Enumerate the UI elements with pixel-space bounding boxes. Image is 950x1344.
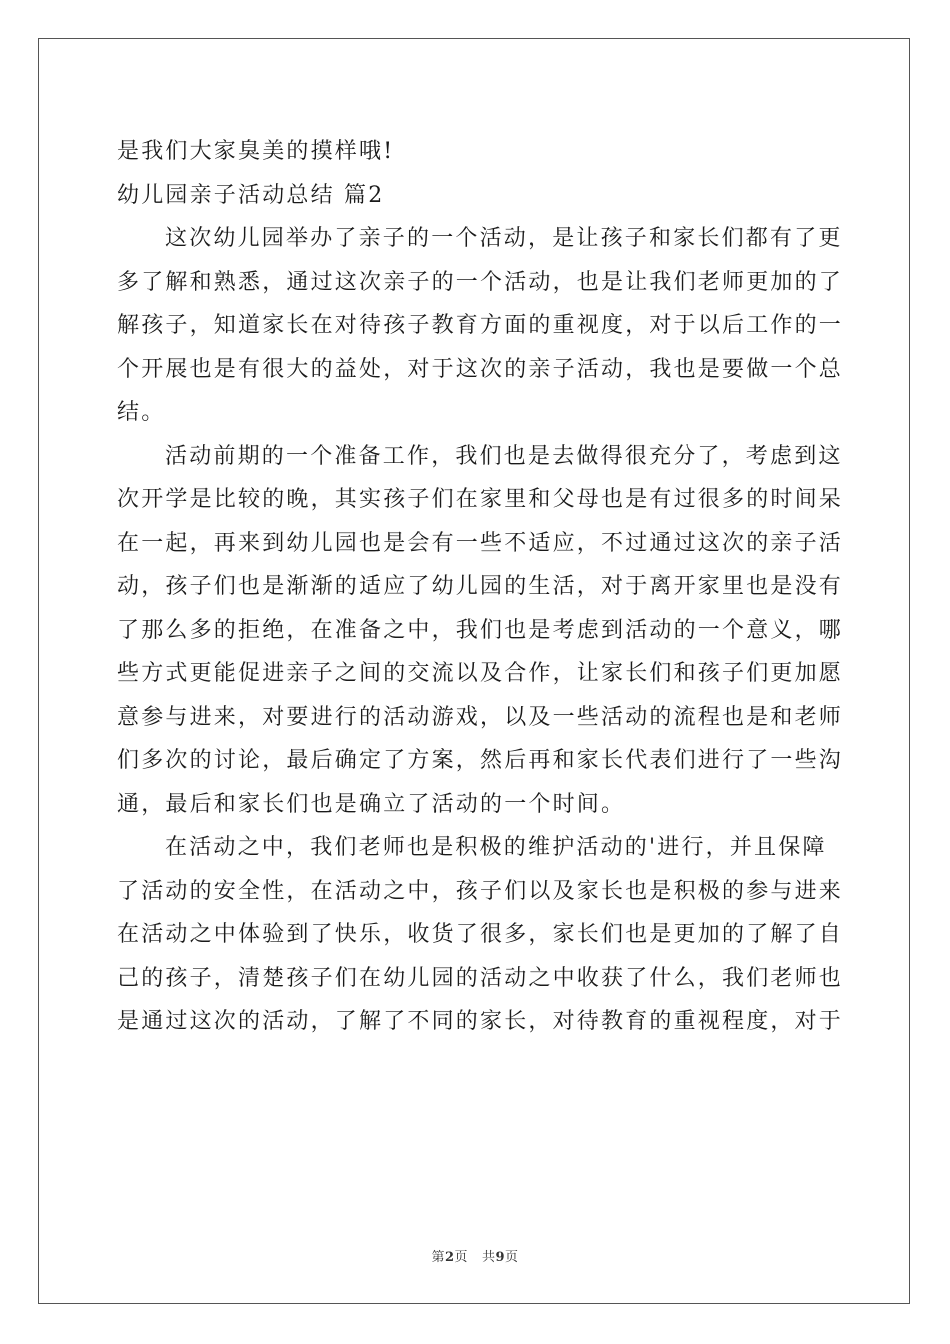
text-line: 在一起，再来到幼儿园也是会有一些不适应，不过通过这次的亲子活 (117, 530, 844, 556)
text-line: 是我们大家臭美的摸样哦! (117, 139, 395, 164)
text-line: 己的孩子，清楚孩子们在幼儿园的活动之中收获了什么，我们老师也 (117, 965, 844, 991)
page-footer (0, 1246, 950, 1265)
text-line: 解孩子，知道家长在对待孩子教育方面的重视度，对于以后工作的一 (117, 313, 844, 338)
total-pages: 9 (495, 1250, 506, 1265)
total-prefix: 共 (481, 1250, 496, 1265)
page-number: 2 (444, 1250, 455, 1265)
text-line: 了活动的安全性，在活动之中，孩子们以及家长也是积极的参与进来 (117, 878, 844, 904)
text-line: 意参与进来，对要进行的活动游戏，以及一些活动的流程也是和老师 (117, 704, 844, 730)
text-line: 在活动之中，我们老师也是积极的维护活动的'进行，并且保障 (165, 835, 827, 860)
text-line: 通，最后和家长们也是确立了活动的一个时间。 (117, 791, 626, 817)
page-prefix: 第 (431, 1250, 445, 1265)
total-suffix: 页 (505, 1250, 519, 1265)
text-line: 些方式更能促进亲子之间的交流以及合作，让家长们和孩子们更加愿 (117, 661, 844, 686)
text-line: 活动前期的一个准备工作，我们也是去做得很充分了，考虑到这 (165, 443, 843, 469)
text-line: 多了解和熟悉，通过这次亲子的一个活动，也是让我们老师更加的了 (117, 269, 844, 295)
text-line: 次开学是比较的晚，其实孩子们在家里和父母也是有过很多的时间呆 (117, 487, 844, 512)
text-line: 了那么多的拒绝，在准备之中，我们也是考虑到活动的一个意义，哪 (117, 617, 844, 643)
text-line: 在活动之中体验到了快乐，收货了很多，家长们也是更加的了解了自 (117, 922, 844, 947)
text-line: 这次幼儿园举办了亲子的一个活动，是让孩子和家长们都有了更 (165, 226, 843, 251)
text-line: 幼儿园亲子活动总结 篇2 (117, 182, 385, 208)
text-line: 动，孩子们也是渐渐的适应了幼儿园的生活，对于离开家里也是没有 (117, 574, 844, 599)
document-body (117, 130, 844, 1044)
text-line: 是通过这次的活动，了解了不同的家长，对待教育的重视程度，对于 (117, 1009, 844, 1034)
page-suffix: 页 (454, 1250, 469, 1265)
text-line: 们多次的讨论，最后确定了方案，然后再和家长代表们进行了一些沟 (117, 748, 844, 773)
text-line: 结。 (117, 400, 166, 425)
text-line: 个开展也是有很大的益处，对于这次的亲子活动，我也是要做一个总 (117, 356, 844, 382)
